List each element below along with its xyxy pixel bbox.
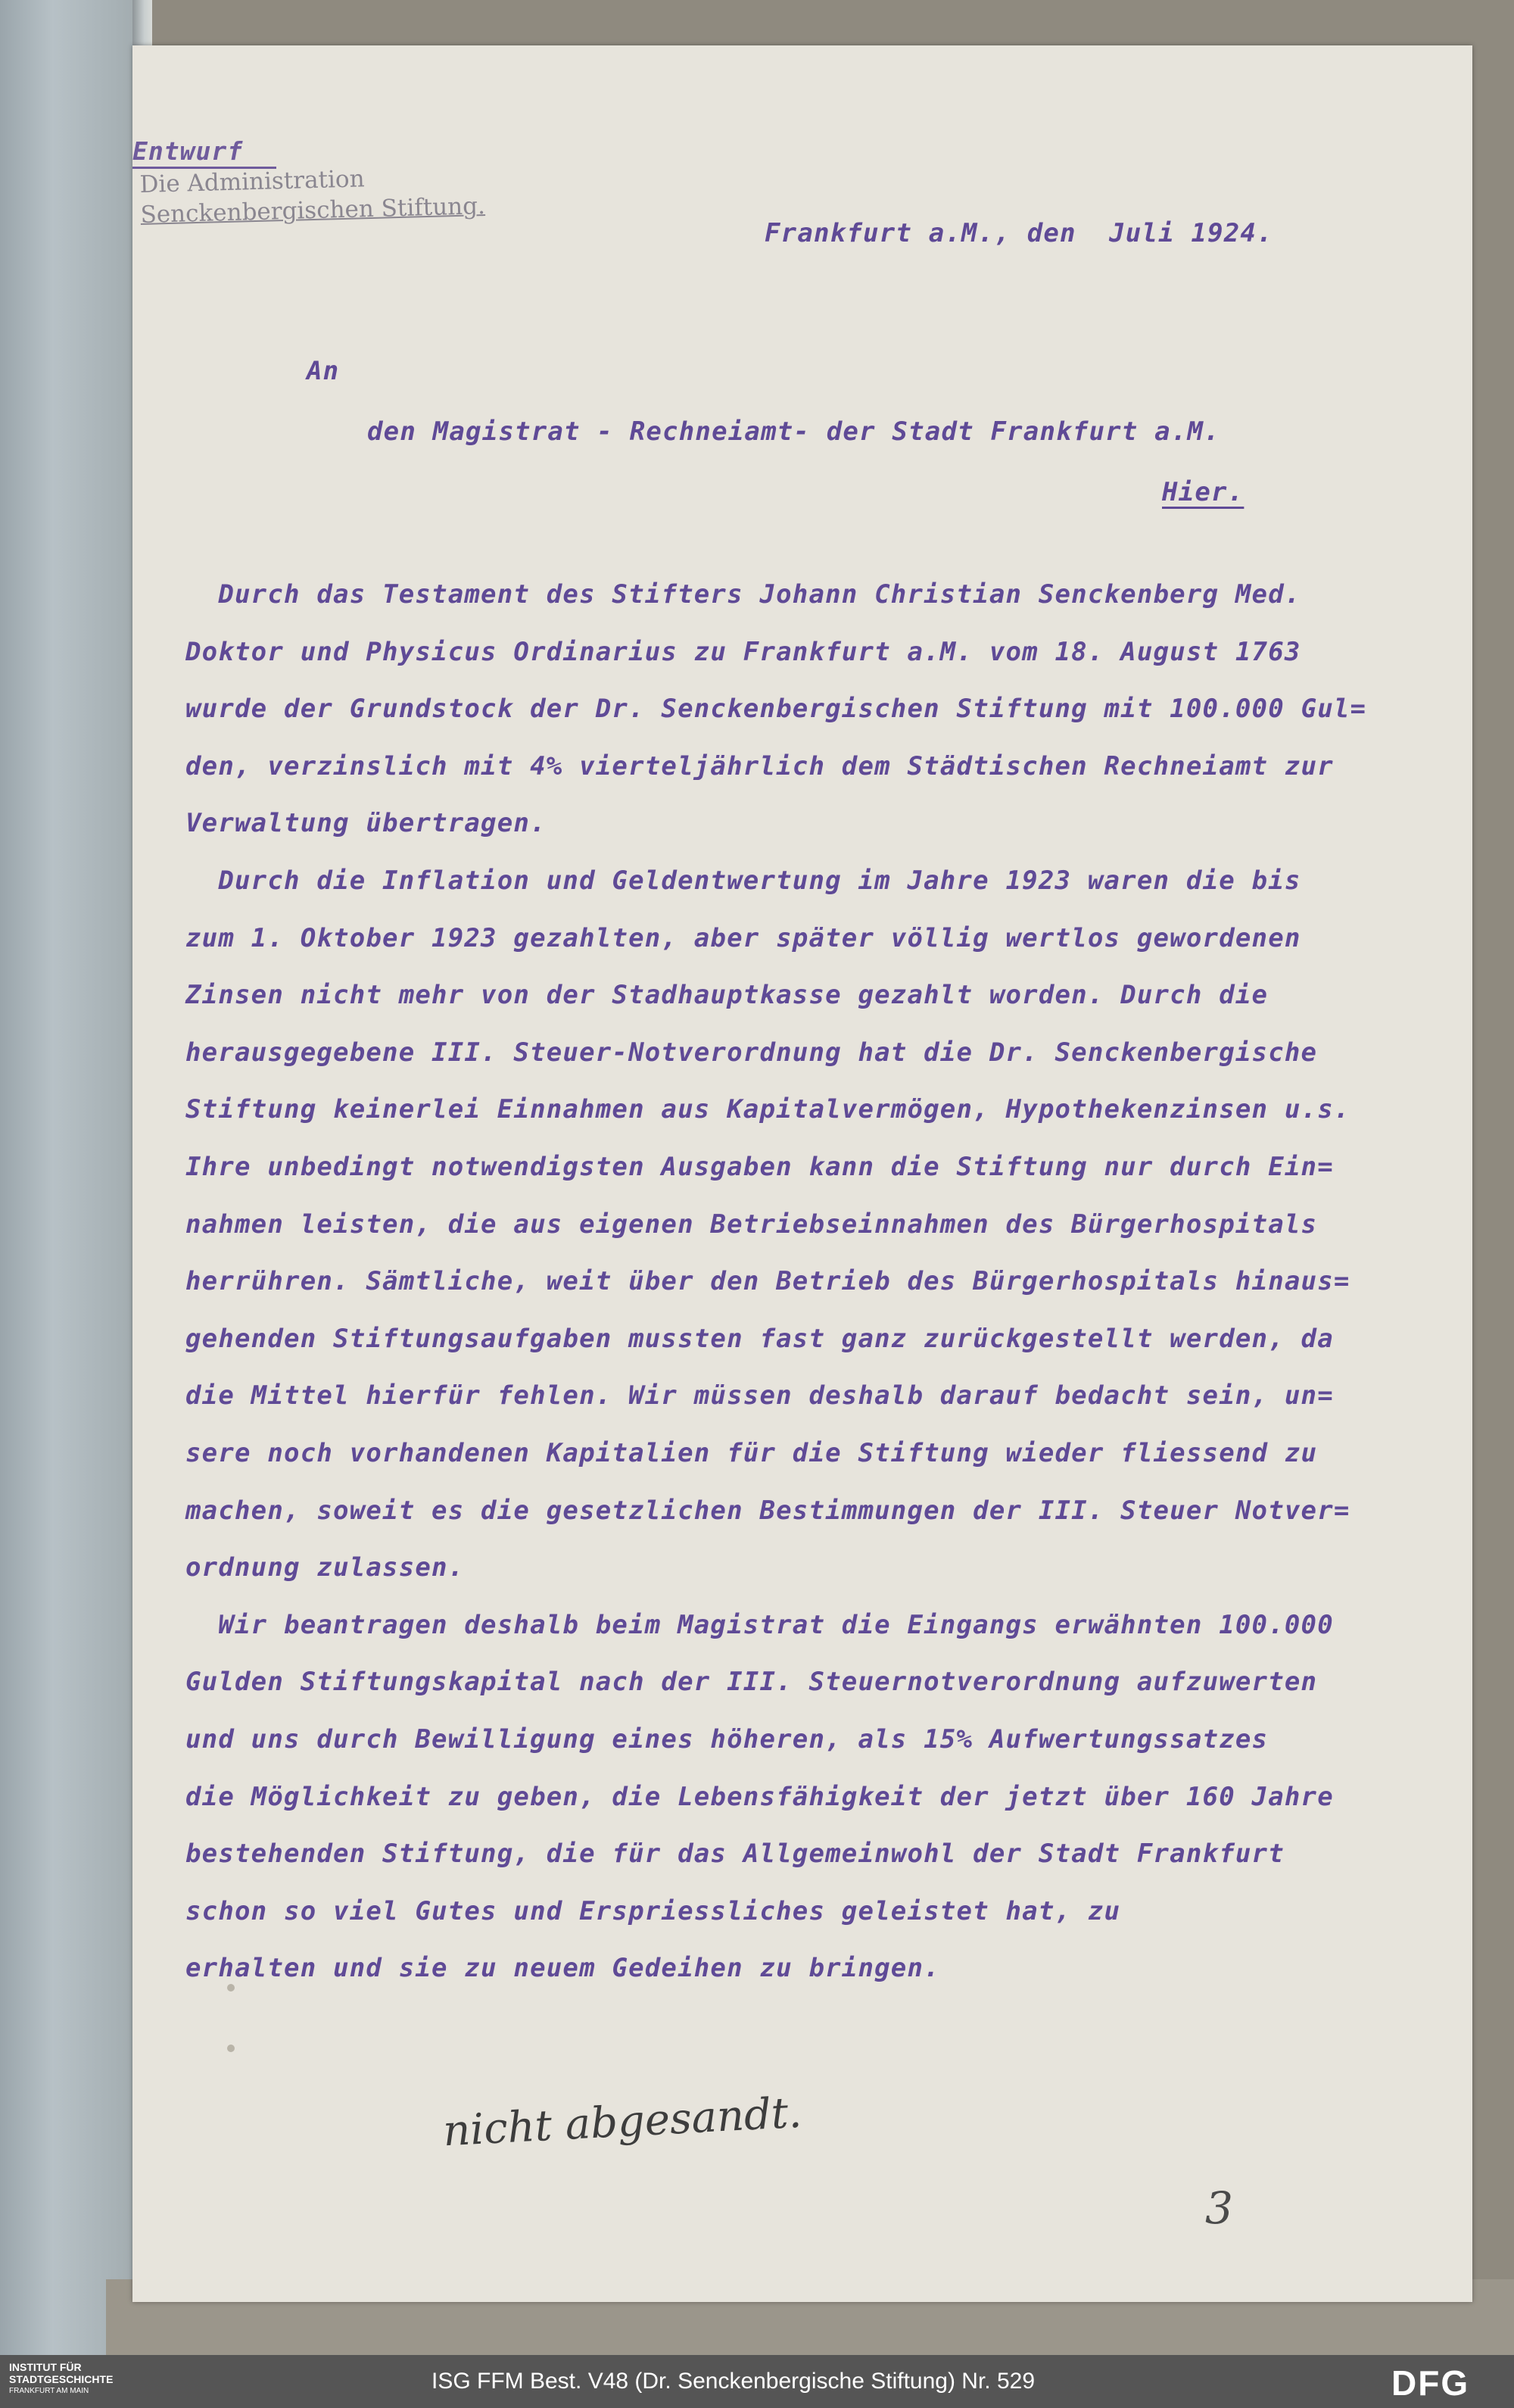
body-line: die Mittel hierfür fehlen. Wir müssen deshalb darauf bedacht sein, un= (185, 1380, 1334, 1411)
body-line: und uns durch Bewilligung eines höheren, als 15% Aufwertungssatzes (185, 1724, 1269, 1755)
institution-line: STADTGESCHICHTE (9, 2373, 114, 2385)
page-number: 3 (1205, 2182, 1233, 2234)
punch-hole (227, 1984, 235, 1992)
body-line: Durch das Testament des Stifters Johann Christian Senckenberg Med. (185, 579, 1301, 610)
body-line: bestehenden Stiftung, die für das Allgemeinwohl der Stadt Frankfurt (185, 1839, 1285, 1869)
body-line: wurde der Grundstock der Dr. Senckenbergischen Stiftung mit 100.000 Gul= (185, 694, 1367, 724)
place-date: Frankfurt a.M., den Juli 1924. (765, 218, 1273, 248)
body-line: schon so viel Gutes und Erspriessliches geleistet hat, zu (185, 1896, 1121, 1926)
punch-hole (227, 2045, 235, 2052)
institution-line: INSTITUT FÜR (9, 2361, 82, 2373)
body-line: herrühren. Sämtliche, weit über den Betrieb des Bürgerhospitals hinaus= (185, 1266, 1350, 1296)
body-line: Durch die Inflation und Geldentwertung im Jahre 1923 waren die bis (185, 866, 1301, 896)
body-line: herausgegebene III. Steuer-Notverordnung hat die Dr. Senckenbergische (185, 1037, 1318, 1068)
body-line: zum 1. Oktober 1923 gezahlten, aber später völlig wertlos gewordenen (185, 923, 1301, 953)
body-line: gehenden Stiftungsaufgaben mussten fast ganz zurückgestellt werden, da (185, 1324, 1334, 1354)
body-line: nahmen leisten, die aus eigenen Betriebseinnahmen des Bürgerhospitals (185, 1209, 1318, 1240)
archive-footer (0, 2355, 1514, 2408)
addressee-location: Hier. (1162, 477, 1245, 507)
institution-line: FRANKFURT AM MAIN (9, 2387, 89, 2395)
handwritten-note: nicht abgesandt. (441, 2088, 803, 2157)
body-line: Wir beantragen deshalb beim Magistrat die Eingangs erwähnten 100.000 (185, 1610, 1334, 1640)
stamp-line: Senckenbergischen Stiftung. (140, 192, 486, 229)
archive-caption: ISG FFM Best. V48 (Dr. Senckenbergische Stiftung) Nr. 529 (431, 2369, 1036, 2394)
body-line: die Möglichkeit zu geben, die Lebensfähigkeit der jetzt über 160 Jahre (185, 1782, 1334, 1812)
body-line: Gulden Stiftungskapital nach der III. Steuernotverordnung aufzuwerten (185, 1667, 1318, 1697)
addressee-prefix: An (307, 356, 340, 386)
body-line: machen, soweit es die gesetzlichen Bestimmungen der III. Steuer Notver= (185, 1496, 1350, 1526)
body-line: ordnung zulassen. (185, 1552, 465, 1583)
body-line: Verwaltung übertragen. (185, 808, 547, 838)
body-line: Ihre unbedingt notwendigsten Ausgaben kann die Stiftung nur durch Ein= (185, 1152, 1334, 1182)
body-line: erhalten und sie zu neuem Gedeihen zu bringen. (185, 1953, 940, 1983)
body-line: sere noch vorhandenen Kapitalien für die Stiftung wieder fliessend zu (185, 1438, 1318, 1468)
addressee-name: den Magistrat - Rechneiamt- der Stadt Frankfurt a.M. (367, 416, 1220, 447)
body-line: den, verzinslich mit 4% vierteljährlich dem Städtischen Rechneiamt zur (185, 751, 1334, 781)
institution-stamp (139, 161, 485, 230)
dfg-logo: DFG (1391, 2363, 1470, 2403)
body-line: Stiftung keinerlei Einnahmen aus Kapitalvermögen, Hypothekenzinsen u.s. (185, 1094, 1350, 1124)
letter-header (132, 136, 541, 242)
body-line: Doktor und Physicus Ordinarius zu Frankfurt a.M. vom 18. August 1763 (185, 637, 1301, 667)
stamp-line: Die Administration (139, 165, 365, 198)
institution-logo (9, 2361, 138, 2397)
body-line: Zinsen nicht mehr von der Stadhauptkasse gezahlt worden. Durch die (185, 980, 1269, 1010)
draft-label: Entwurf (132, 136, 244, 166)
underlying-folder-sheet (0, 0, 151, 2355)
